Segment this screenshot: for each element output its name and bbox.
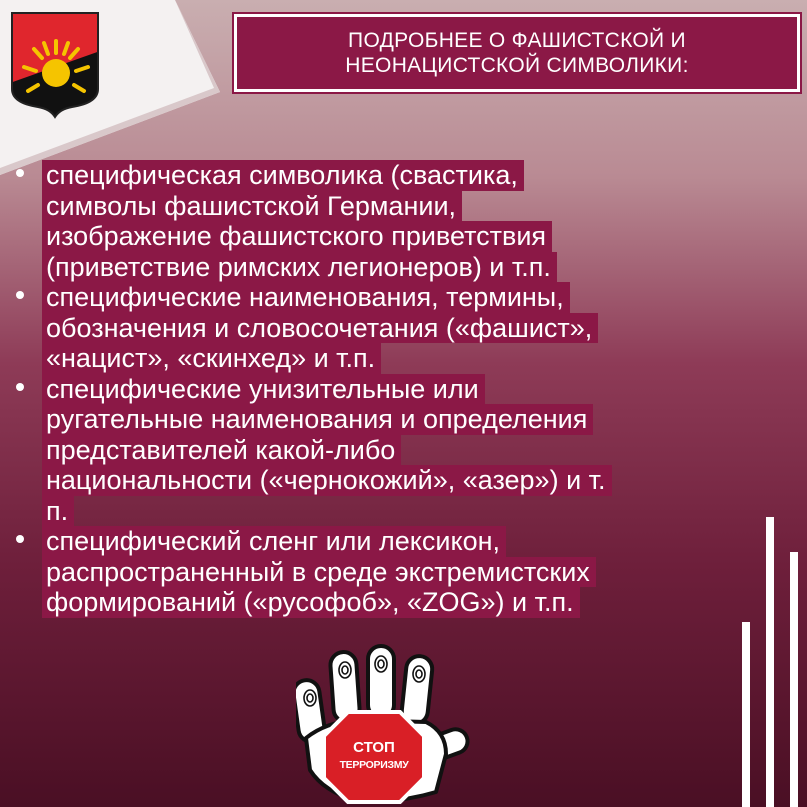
decorative-bar: [790, 552, 798, 807]
symbol-list: [10, 160, 790, 618]
bullet-icon: [16, 169, 24, 177]
list-item-line: формирований («русофоб», «ZOG») и т.п.: [42, 587, 580, 618]
list-item-line: п.: [42, 496, 74, 527]
list-item-line: национальности («чернокожий», «азер») и т.: [42, 465, 612, 496]
bullet-icon: [16, 535, 24, 543]
page-title: [234, 14, 800, 92]
title-line-2: НЕОНАЦИСТСКОЙ СИМВОЛИКИ:: [345, 54, 689, 77]
list-item-line: обозначения и словосочетания («фашист»,: [42, 313, 598, 344]
decorative-bar: [742, 622, 750, 807]
stop-hand-icon: [296, 642, 472, 807]
list-item-line: изображение фашистского приветствия: [42, 221, 552, 252]
list-item-line: (приветствие римских легионеров) и т.п.: [42, 252, 557, 283]
title-line-1: ПОДРОБНЕЕ О ФАШИСТСКОЙ И: [348, 29, 686, 52]
coat-of-arms-icon: [10, 11, 100, 119]
stop-octagon: [324, 712, 424, 802]
bullet-icon: [16, 383, 24, 391]
list-item: [10, 160, 790, 282]
stop-sign-text-2: ТЕРРОРИЗМУ: [339, 759, 409, 771]
list-item-line: символы фашистской Германии,: [42, 191, 462, 222]
list-item-line: представителей какой-либо: [42, 435, 401, 466]
list-item-line: ругательные наименования и определения: [42, 404, 593, 435]
list-item-line: специфические унизительные или: [42, 374, 485, 405]
stop-terrorism-sign: [296, 642, 472, 807]
list-item: [10, 374, 790, 527]
stop-sign-text-1: СТОП: [353, 739, 395, 756]
list-item-line: «нацист», «скинхед» и т.п.: [42, 343, 381, 374]
decorative-bar: [766, 517, 774, 807]
list-item: [10, 282, 790, 374]
list-item-line: специфический сленг или лексикон,: [42, 526, 506, 557]
list-item-line: специфическая символика (свастика,: [42, 160, 524, 191]
bullet-icon: [16, 291, 24, 299]
list-item-line: распространенный в среде экстремистских: [42, 557, 596, 588]
list-item: [10, 526, 790, 618]
list-item-line: специфические наименования, термины,: [42, 282, 570, 313]
